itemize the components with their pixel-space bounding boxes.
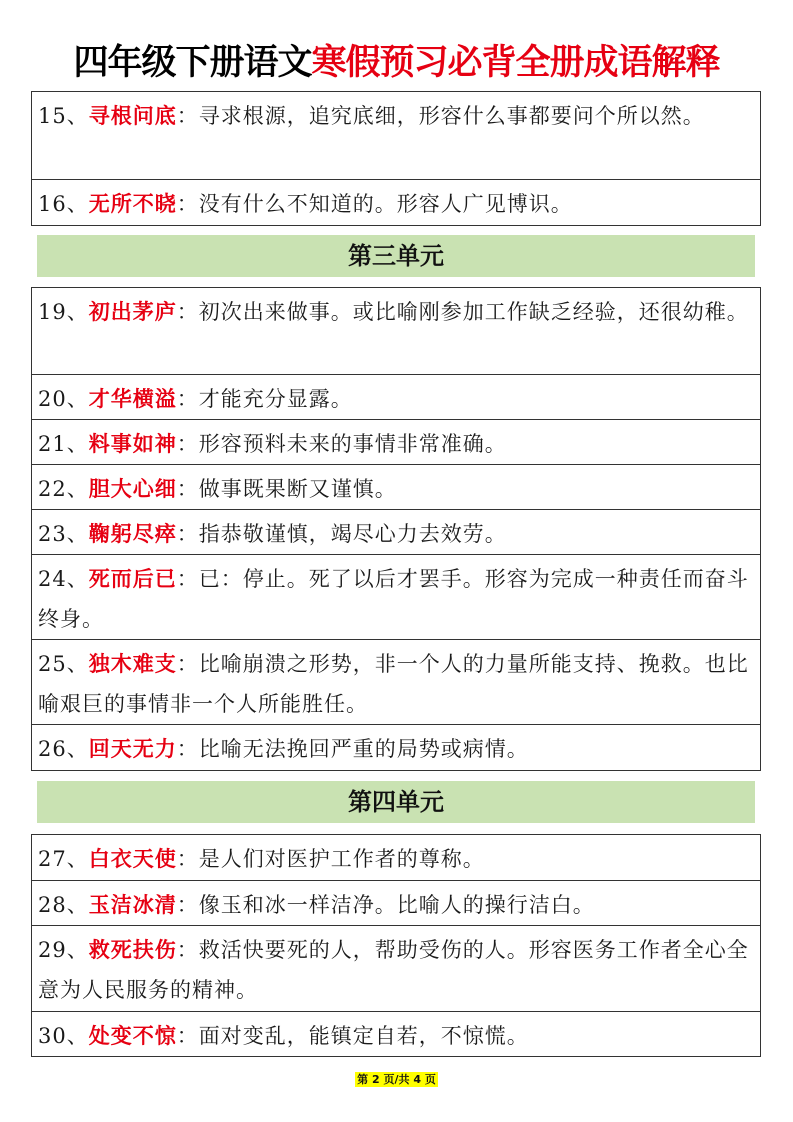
idiom-row <box>32 639 760 724</box>
idiom-row <box>32 835 760 880</box>
idiom-term: 处变不惊 <box>88 1024 177 1048</box>
idiom-definition: ：救活快要死的人，帮助受伤的人。形容医务工作者全心全意为人民服务的精神。 <box>38 938 749 1002</box>
idiom-term: 初出茅庐 <box>88 300 177 324</box>
idiom-number: 28、 <box>38 893 89 917</box>
idiom-definition: ：做事既果断又谨慎。 <box>176 477 397 501</box>
idiom-definition: ：已：停止。死了以后才罢手。形容为完成一种责任而奋斗终身。 <box>38 567 749 631</box>
page-title <box>0 38 793 88</box>
idiom-term: 救死扶伤 <box>88 938 177 962</box>
idiom-definition: ：形容预料未来的事情非常准确。 <box>176 432 507 456</box>
idiom-row <box>32 925 760 1011</box>
idiom-number: 23、 <box>38 522 89 546</box>
idiom-term: 寻根问底 <box>88 104 177 128</box>
idiom-row <box>32 724 760 770</box>
idiom-term: 白衣天使 <box>88 847 177 871</box>
idiom-definition: ：初次出来做事。或比喻刚参加工作缺乏经验，还很幼稚。 <box>176 300 749 324</box>
idiom-row <box>32 1011 760 1056</box>
idiom-number: 27、 <box>38 847 89 871</box>
idiom-term: 玉洁冰清 <box>88 893 177 917</box>
page-number: 第 2 页/共 4 页 <box>357 1073 436 1086</box>
idiom-term: 死而后已 <box>88 567 177 591</box>
idiom-term: 胆大心细 <box>88 477 177 501</box>
idiom-term: 才华横溢 <box>88 387 177 411</box>
idiom-number: 25、 <box>38 652 89 676</box>
idiom-definition: ：是人们对医护工作者的尊称。 <box>176 847 485 871</box>
idiom-table-unit3 <box>31 287 761 771</box>
idiom-number: 20、 <box>38 387 89 411</box>
idiom-definition: ：指恭敬谨慎，竭尽心力去效劳。 <box>176 522 507 546</box>
idiom-term: 回天无力 <box>88 737 177 761</box>
idiom-number: 21、 <box>38 432 89 456</box>
idiom-term: 料事如神 <box>88 432 177 456</box>
idiom-term: 鞠躬尽瘁 <box>88 522 177 546</box>
idiom-definition: ：没有什么不知道的。形容人广见博识。 <box>176 192 573 216</box>
idiom-row <box>32 554 760 639</box>
idiom-row <box>32 509 760 554</box>
idiom-row <box>32 179 760 225</box>
idiom-number: 15、 <box>38 104 89 128</box>
idiom-number: 29、 <box>38 938 89 962</box>
idiom-definition: ：面对变乱，能镇定自若，不惊慌。 <box>176 1024 529 1048</box>
idiom-number: 24、 <box>38 567 89 591</box>
idiom-number: 30、 <box>38 1024 89 1048</box>
unit-heading-4: 第四单元 <box>37 781 755 823</box>
idiom-row <box>32 374 760 419</box>
idiom-number: 16、 <box>38 192 89 216</box>
idiom-definition: ：比喻无法挽回严重的局势或病情。 <box>176 737 529 761</box>
unit-heading-3: 第三单元 <box>37 235 755 277</box>
idiom-table-unit2 <box>31 91 761 226</box>
idiom-definition: ：寻求根源，追究底细，形容什么事都要问个所以然。 <box>176 104 705 128</box>
idiom-row <box>32 419 760 464</box>
idiom-number: 26、 <box>38 737 89 761</box>
idiom-number: 19、 <box>38 300 89 324</box>
idiom-term: 独木难支 <box>88 652 177 676</box>
idiom-term: 无所不晓 <box>88 192 177 216</box>
idiom-definition: ：像玉和冰一样洁净。比喻人的操行洁白。 <box>176 893 595 917</box>
idiom-row <box>32 92 760 179</box>
idiom-definition: ：才能充分显露。 <box>176 387 353 411</box>
idiom-number: 22、 <box>38 477 89 501</box>
idiom-definition: ：比喻崩溃之形势，非一个人的力量所能支持、挽救。也比喻艰巨的事情非一个人所能胜任。 <box>38 652 749 716</box>
title-grade: 四年级下册语文 <box>73 43 312 83</box>
idiom-table-unit4 <box>31 834 761 1057</box>
idiom-row <box>32 464 760 509</box>
idiom-row <box>32 880 760 925</box>
title-topic: 寒假预习必背全册成语解释 <box>311 43 720 83</box>
idiom-row <box>32 288 760 374</box>
page-footer <box>0 1068 793 1087</box>
